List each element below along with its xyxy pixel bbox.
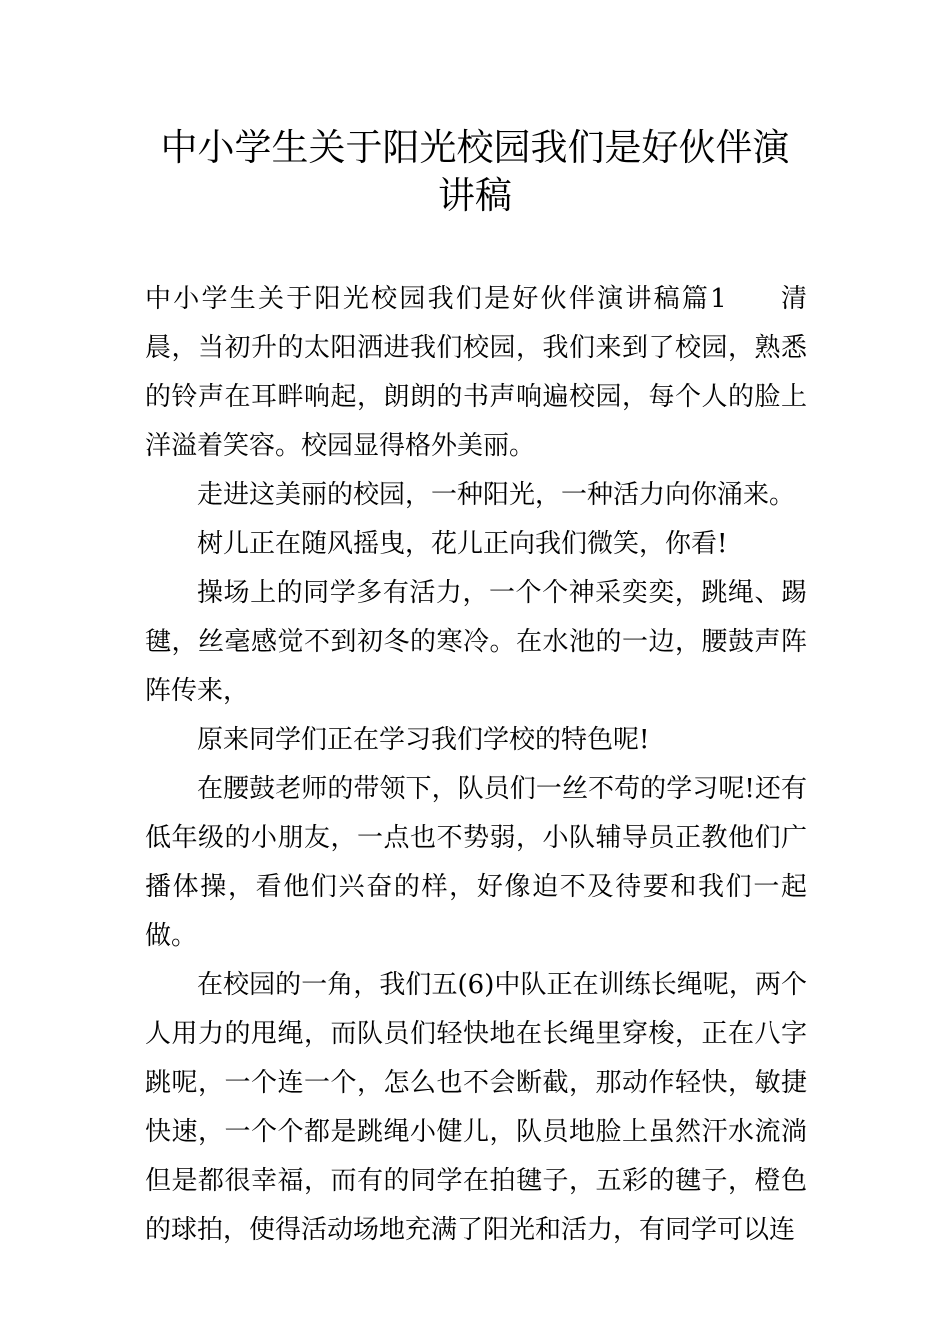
document-body (145, 275, 807, 1255)
paragraph-6: 在腰鼓老师的带领下，队员们一丝不苟的学习呢!还有低年级的小朋友，一点也不势弱，小队辅导员正教他们广播体操，看他们兴奋的样，好像迫不及待要和我们一起做。 (145, 774, 807, 951)
paragraph-3: 树儿正在随风摇曳，花儿正向我们微笑，你看! (197, 529, 728, 559)
paragraph-2: 走进这美丽的校园，一种阳光，一种活力向你涌来。 (197, 480, 796, 510)
paragraph-5: 原来同学们正在学习我们学校的特色呢! (197, 725, 650, 755)
section-heading: 中小学生关于阳光校园我们是好伙伴演讲稿篇1 (145, 284, 727, 314)
paragraph-1 (145, 275, 807, 471)
document-title: 中小学生关于阳光校园我们是好伙伴演讲稿 (160, 126, 790, 217)
paragraph-1-text: 清晨，当初升的太阳洒进我们校园，我们来到了校园，熟悉的铃声在耳畔响起，朗朗的书声响遍校园，每个人的脸上洋溢着笑容。校园显得格外美丽。 (145, 284, 807, 461)
paragraph-7: 在校园的一角，我们五(6)中队正在训练长绳呢，两个人用力的甩绳，而队员们轻快地在长绳里穿梭，正在八字跳呢，一个连一个，怎么也不会断截，那动作轻快，敏捷快速，一个个都是跳绳小健儿，队员地脸上虽然汗水流淌但是都很幸福，而有的同学在拍毽子，五彩的毽子，橙色的球拍，使得活动场地充满了阳光和活力，有同学可以连 (145, 970, 807, 1245)
paragraph-4: 操场上的同学多有活力，一个个神采奕奕，跳绳、踢毽，丝毫感觉不到初冬的寒冷。在水池的一边，腰鼓声阵阵传来， (145, 578, 807, 706)
